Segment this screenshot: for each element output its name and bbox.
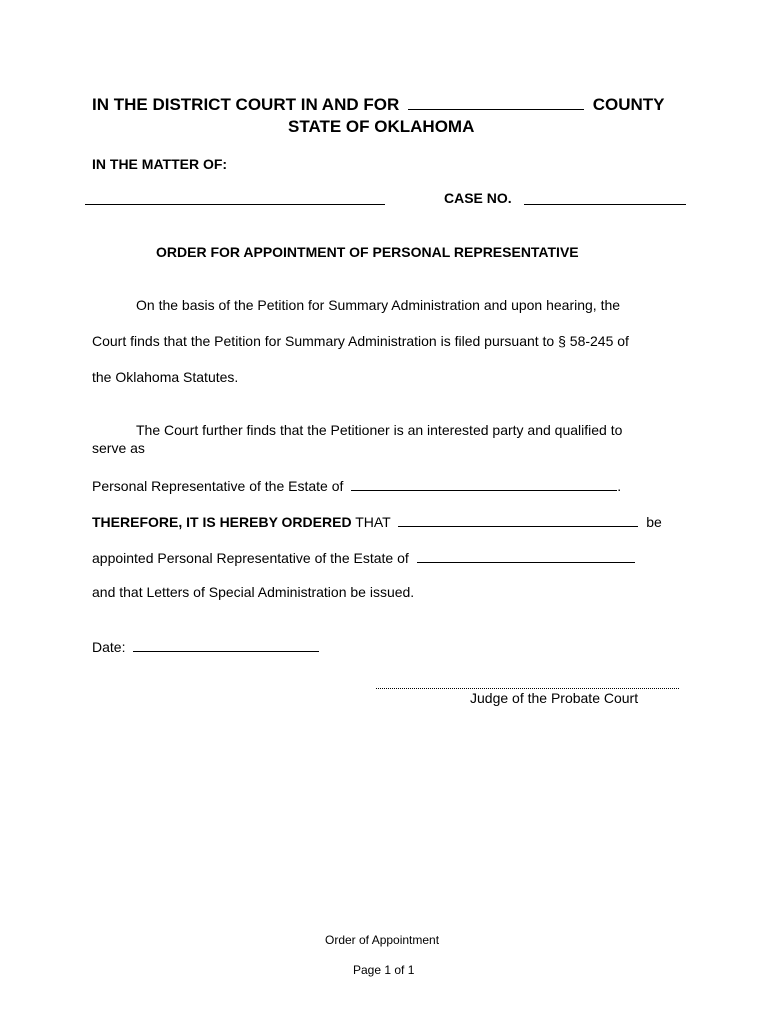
ordered-line	[92, 512, 662, 530]
appointed-line-label: appointed Personal Representative of the Estate of	[92, 550, 409, 566]
appointee-blank[interactable]	[398, 512, 638, 527]
paragraph-1-line-3: the Oklahoma Statutes.	[92, 369, 239, 385]
estate-line-period: .	[617, 478, 622, 494]
state-heading: STATE OF OKLAHOMA	[288, 117, 475, 136]
case-no-label: CASE NO.	[444, 190, 512, 206]
ordered-be: be	[646, 514, 662, 530]
order-title: ORDER FOR APPOINTMENT OF PERSONAL REPRESENTATIVE	[156, 244, 579, 260]
date-blank[interactable]	[133, 637, 319, 652]
matter-label: IN THE MATTER OF:	[92, 156, 228, 172]
paragraph-1-line-2: Court finds that the Petition for Summary Administration is filed pursuant to § 58-245 of	[92, 333, 629, 349]
footer-page-number: Page 1 of 1	[353, 963, 415, 977]
footer-doc-name: Order of Appointment	[325, 933, 440, 947]
judge-signature-label: Judge of the Probate Court	[470, 690, 639, 706]
judge-signature-line[interactable]	[376, 688, 679, 689]
court-heading-start: IN THE DISTRICT COURT IN AND FOR	[92, 95, 400, 114]
appointed-estate-blank[interactable]	[417, 548, 635, 563]
appointed-line	[92, 548, 635, 566]
date-line	[92, 637, 319, 655]
court-heading	[92, 95, 665, 115]
matter-name-blank[interactable]	[85, 204, 385, 205]
paragraph-2-line-2: serve as	[92, 440, 145, 456]
paragraph-2-line-1: The Court further finds that the Petitioner is an interested party and qualified to	[136, 422, 623, 438]
estate-line	[92, 476, 621, 494]
estate-line-label: Personal Representative of the Estate of	[92, 478, 344, 494]
estate-name-blank[interactable]	[351, 476, 617, 491]
case-no-blank[interactable]	[524, 204, 686, 205]
date-label: Date:	[92, 639, 126, 655]
ordered-bold: THEREFORE, IT IS HEREBY ORDERED	[92, 514, 352, 530]
court-heading-end: COUNTY	[592, 95, 665, 114]
county-blank[interactable]	[408, 95, 584, 110]
paragraph-1-line-1: On the basis of the Petition for Summary Administration and upon hearing, the	[136, 297, 621, 313]
ordered-that: THAT	[355, 514, 391, 530]
letters-line: and that Letters of Special Administration be issued.	[92, 584, 415, 600]
